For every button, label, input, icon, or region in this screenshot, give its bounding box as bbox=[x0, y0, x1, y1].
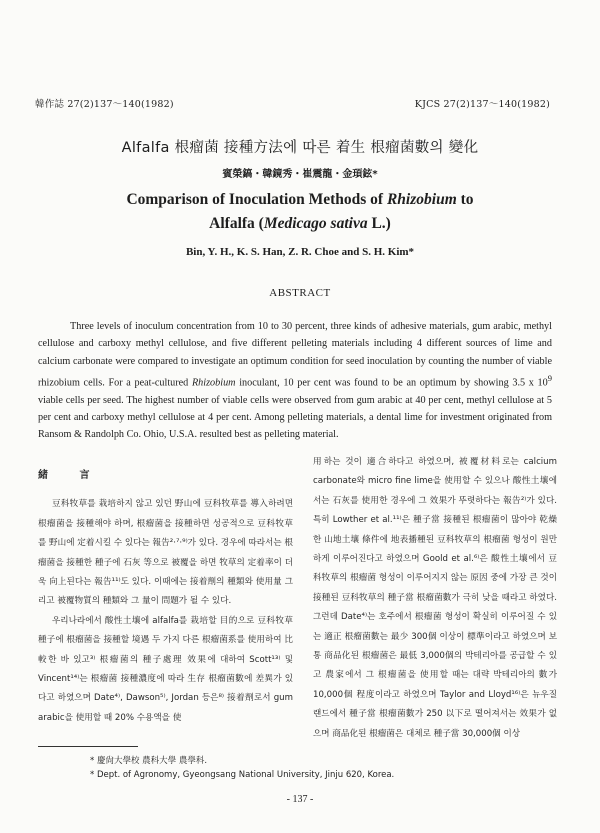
footnote-english: * Dept. of Agronomy, Gyeongsang National University, Jinju 620, Korea. bbox=[90, 770, 395, 780]
footnote-korean: * 慶尙大學校 農科大學 農學科. bbox=[90, 756, 208, 766]
abstract-text-a: Three levels of inoculum concentration from 10 to 30 percent, three kinds of adhesive materials, gum arabic, methyl cellulose and carboxy methyl cellulose, and five different pelleting materials including 4 different sources of lime and calcium carbonate were compared to investigate an optimum condition for seed inoculation by counting the number of viable rhizobium cells. For a peat-cultured bbox=[38, 321, 552, 389]
abstract-text-c: viable cells per seed. The highest number of viable cells were observed from gum arabic at 40 per cent, methyl cellulose at 5 per cent and carboxy methyl cellulose at 4 per cent. Among pelleting materials, a dental lime for investment originated from Ransom & Randolph Co. Ohio, U.S.A. resulted best as pelleting material. bbox=[38, 394, 552, 441]
abstract-heading: ABSTRACT bbox=[269, 287, 331, 299]
footnote-divider bbox=[38, 746, 138, 747]
title-line1-italic: Rhizobium bbox=[386, 191, 457, 208]
title-english-line-2 bbox=[0, 212, 600, 236]
title-line2-italic: Medicago sativa bbox=[263, 215, 368, 232]
title-english-line-1 bbox=[0, 188, 600, 212]
title-korean: Alfalfa 根瘤菌 接種方法에 따른 着生 根瘤菌數의 變化 bbox=[121, 140, 479, 156]
authors-english: Bin, Y. H., K. S. Han, Z. R. Choe and S. H. Kim* bbox=[185, 246, 415, 258]
title-english bbox=[0, 188, 600, 236]
title-line1-text: Comparison of Inoculation Methods of bbox=[126, 191, 387, 208]
page-number: - 137 - bbox=[286, 794, 314, 805]
footnotes bbox=[90, 754, 394, 782]
running-head-right: KJCS 27(2)137〜140(1982) bbox=[414, 99, 550, 110]
abstract-text-b: inoculant, 10 per cent was found to be an optimum by showing 3.5 x 10 bbox=[235, 377, 548, 389]
abstract-superscript: 9 bbox=[547, 372, 552, 383]
title-line2-text: Alfalfa ( bbox=[209, 215, 264, 232]
body-paragraph: 豆科牧草를 栽培하지 않고 있던 野山에 豆科牧草를 導入하려면 根瘤菌을 接種해야 하며, 根瘤菌을 接種하면 성공적으로 豆科牧草를 野山에 定着시킬 수 있다는 報告²·⁷·⁹⁾가 있다. 경우에 따라서는 根瘤菌을 接種한 種子에 石灰 等으로 被覆을 하면 牧草의 定着率이 더욱 向上된다는 報告¹¹⁾도 있다. 이때에는 接着劑의 種類와 使用量 그리고 被覆物質의 種類와 그 量이 問題가 될 수 있다. bbox=[38, 499, 293, 607]
authors-korean: 賓榮鎬・韓鏡秀・崔震龍・金頊鉉* bbox=[222, 169, 378, 180]
abstract-italic: Rhizobium bbox=[191, 377, 236, 389]
title-line2-end: L.) bbox=[367, 215, 391, 232]
body-paragraph: 用하는 것이 適合하다고 하였으며, 被覆材料로는 calcium carbonate와 micro fine lime을 使用할 수 있으나 酸性土壤에서는 石灰를 使用한 경우에 그 效果가 뚜렷하다는 報告²⁾가 있다. 특히 Lowther et al.¹¹⁾은 種子當 接種된 根瘤菌이 많아야 乾燥한 山地土壤 條件에 地表播種된 豆科牧草의 根瘤菌 형성이 원만하게 이루어진다고 하였으며 Goold et al.⁶⁾은 酸性土壤에서 豆科牧草의 根瘤菌 형성이 이루어지지 않는 原因 중에 가장 큰 것이 接種된 豆科牧草의 種子當 根瘤菌數가 극히 낮을 때라고 하였다. 그런데 Date⁴⁾는 호주에서 根瘤菌 형성이 확실히 이루어질 수 있는 適正 根瘤菌數는 最少 300個 이상이 標準이라고 하였으며 보통 商品化된 根瘤菌은 最低 3,000個의 박테리아를 공급할 수 있고 農家에서 그 根瘤菌을 使用할 때는 대략 박테리아의 數가 10,000個 程度이라고 하였으며 Taylor and Lloyd¹⁶⁾은 뉴우질랜드에서 種子當 根瘤菌數가 250 以下로 떨어져서는 效果가 없으며 商品化된 根瘤菌은 대체로 種子當 30,000個 이상 bbox=[313, 457, 557, 739]
section-heading-introduction: 緒 言 bbox=[38, 470, 104, 481]
body-column-right bbox=[313, 453, 557, 744]
running-head-left: 韓作誌 27(2)137〜140(1982) bbox=[35, 99, 174, 110]
body-paragraph: 우리나라에서 酸性土壤에 alfalfa를 栽培할 目的으로 豆科牧草 種子에 根瘤菌을 接種할 境遇 두 가지 다른 根瘤菌系를 使用하여 比較한 바 있고³⁾ 根瘤菌의 種子處理 效果에 대하여 Scott¹³⁾ 및 Vincent¹⁴⁾는 根瘤菌 接種濃度에 따라 生存 根瘤菌數에 差異가 있다고 하였으며 Date⁴⁾, Dawson⁵⁾, Jordan 등은⁸⁾ 接着劑로서 gum arabic을 使用할 때 20% 수용액을 使 bbox=[38, 615, 293, 723]
abstract-paragraph bbox=[38, 318, 552, 443]
title-line1-end: to bbox=[456, 191, 474, 208]
body-column-left bbox=[38, 456, 293, 728]
abstract-body bbox=[38, 318, 552, 443]
